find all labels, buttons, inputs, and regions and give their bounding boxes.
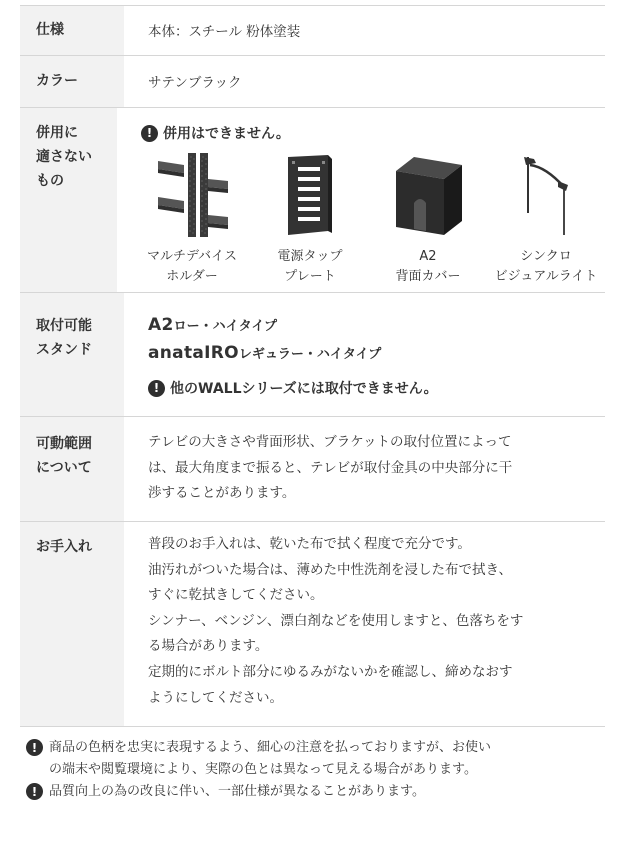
stands-note: ! 他のWALLシリーズには取付できません。 [148, 378, 605, 398]
care-label: お手入れ [20, 522, 124, 726]
alert-icon: ! [141, 125, 158, 142]
spec-table [20, 5, 605, 727]
footer-note-spec: ! 品質向上の為の改良に伴い、一部仕様が異なることがあります。 [26, 781, 596, 803]
multi-device-holder-icon [152, 151, 232, 241]
color-value: サテンブラック [148, 75, 242, 91]
product-caption: 電源タップ プレート [277, 249, 343, 284]
footer-note-color: ! 商品の色柄を忠実に表現するよう、細心の注意を払っておりますが、お使い の端末や閲覧環境により、実際の色とは異なって見える場合があります。 [26, 737, 596, 781]
spec-row-incompatible [20, 108, 605, 293]
spec-row-care [20, 522, 605, 727]
product-caption: マルチデバイス ホルダー [146, 249, 238, 284]
spec-row-compatible-stands [20, 293, 605, 417]
range-text: テレビの大きさや背面形状、ブラケットの取付位置によって は、最大角度まで振ると、テレビが取付金具の中央部分に干 渉することがあります。 [148, 434, 513, 502]
stand-a2: A2ロー・ハイタイプ [148, 315, 277, 335]
range-label: 可動範囲 について [20, 417, 124, 521]
a2-back-cover-icon [388, 151, 468, 241]
incompatible-label: 併用に 適さない もの [20, 108, 117, 292]
product-caption: A2 背面カバー [395, 249, 461, 284]
spec-row-range [20, 417, 605, 522]
color-label: カラー [20, 56, 124, 107]
product-caption: シンクロ ビジュアルライト [494, 249, 598, 284]
product-sync-light [487, 151, 605, 287]
spec-row-color [20, 56, 605, 108]
care-text: 普段のお手入れは、乾いた布で拭く程度で充分です。 油汚れがついた場合は、薄めた中性洗剤を浸した布で拭き、 すぐに乾拭きしてください。 シンナー、ベンジン、漂白剤などを使用しますと、色落ちをす る場合があります。 定期的にボルト部分にゆるみがないかを確認し、締めなおす ようにしてください。 [148, 536, 524, 706]
alert-icon: ! [26, 739, 43, 756]
product-a2-back-cover [369, 151, 487, 287]
alert-icon: ! [26, 783, 43, 800]
product-multi-device-holder [133, 151, 251, 287]
spec-row-material [20, 6, 605, 56]
spec-value: 本体：スチール 粉体塗装 [148, 24, 301, 40]
sync-light-icon [506, 151, 586, 241]
alert-icon: ! [148, 380, 165, 397]
spec-label: 仕様 [20, 6, 124, 55]
footer-notes [26, 737, 596, 803]
incompatible-products [141, 151, 605, 287]
incompatible-note: ! 併用はできません。 [141, 123, 605, 143]
power-tap-plate-icon [270, 151, 350, 241]
stand-anatairo: anataIROレギュラー・ハイタイプ [148, 343, 382, 363]
stands-label: 取付可能 スタンド [20, 293, 124, 416]
product-power-tap-plate [251, 151, 369, 287]
